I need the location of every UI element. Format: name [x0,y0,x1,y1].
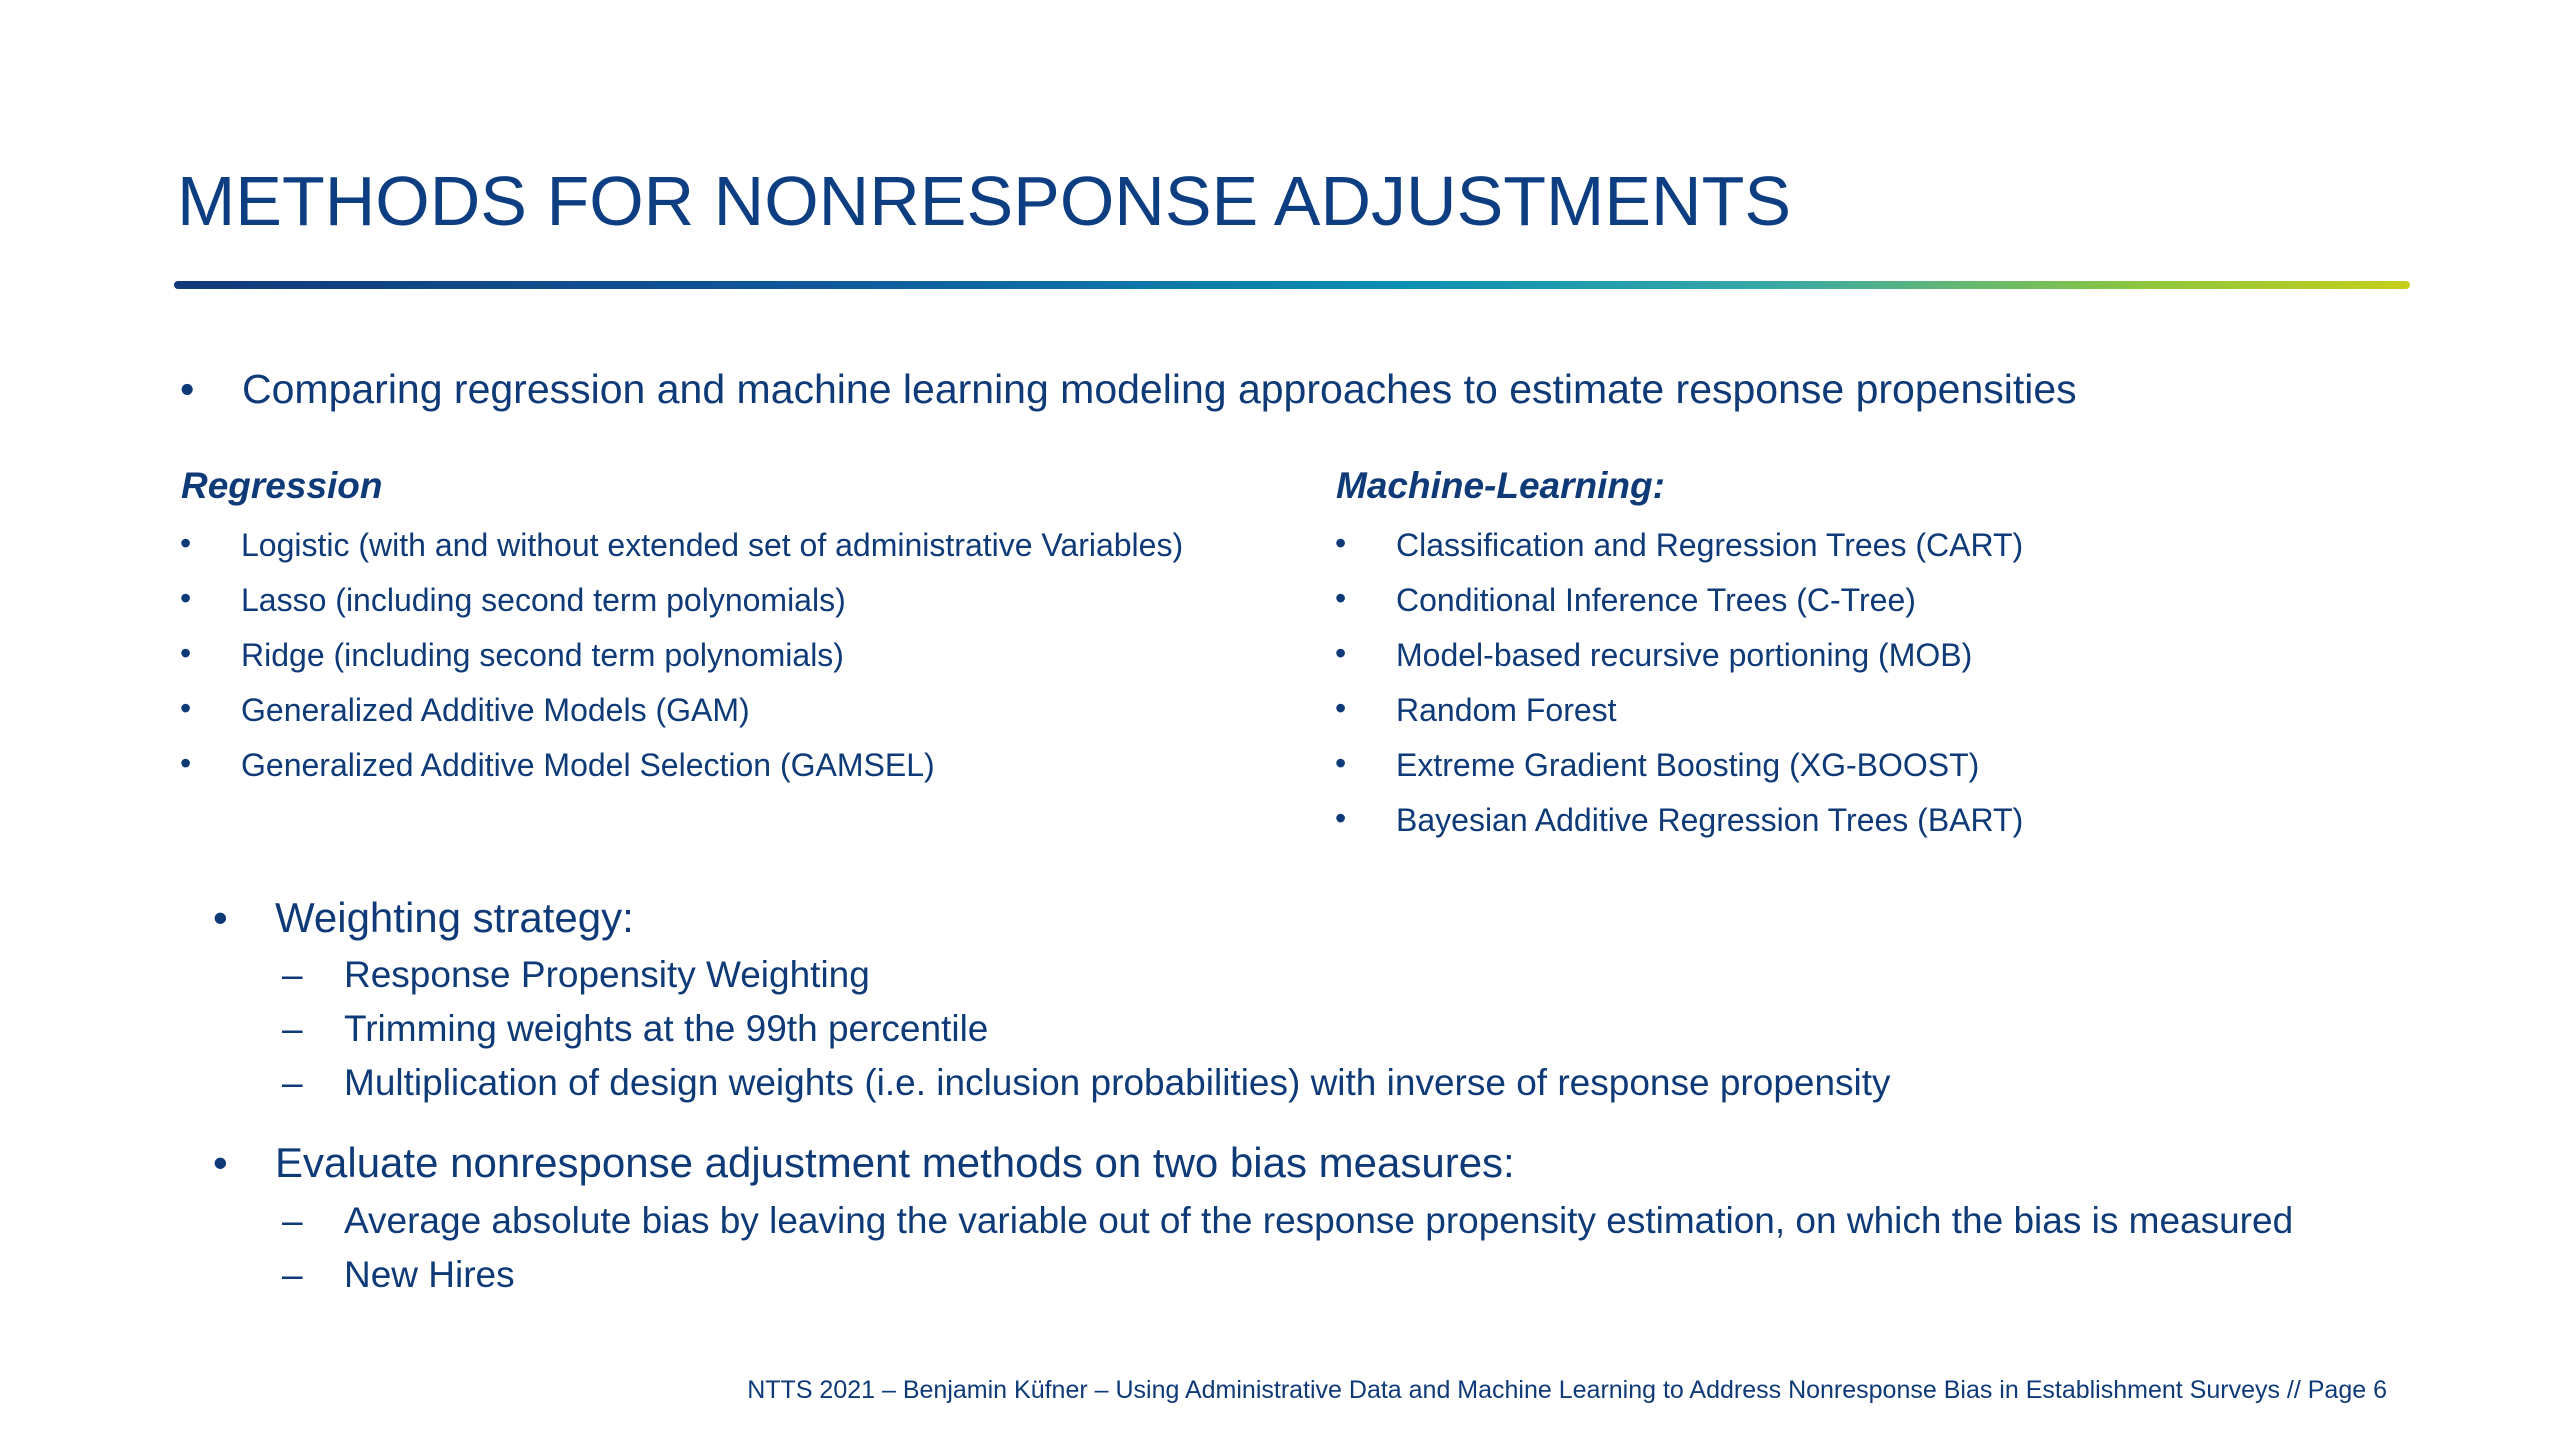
evaluation-heading: Evaluate nonresponse adjustment methods on two bias measures: [275,1139,1515,1186]
bullet-mark: • [1335,580,1347,616]
weighting-item-text: Trimming weights at the 99th percentile [344,1008,989,1049]
dash-mark: – [282,1062,303,1103]
regression-heading: Regression [181,465,383,506]
regression-item-text: Generalized Additive Models (GAM) [241,692,750,728]
weighting-item-text: Multiplication of design weights (i.e. inclusion probabilities) with inverse of response propensity [344,1062,1891,1103]
intro-bullet-text: Comparing regression and machine learning modeling approaches to estimate response propensities [242,366,2077,412]
bullet-mark: • [213,894,228,941]
slide-footer: NTTS 2021 – Benjamin Küfner – Using Administrative Data and Machine Learning to Address Nonresponse Bias in Establishment Surveys // Page 6 [747,1376,2387,1404]
dash-mark: – [282,954,303,995]
bullet-mark: • [213,1139,228,1186]
bullet-mark: • [1335,635,1347,671]
evaluation-item-text: Average absolute bias by leaving the variable out of the response propensity estimation, on which the bias is measured [344,1200,2294,1241]
bullet-mark: • [180,580,192,616]
dash-mark: – [282,1008,303,1049]
evaluation-item-text: New Hires [344,1254,515,1295]
regression-item-text: Logistic (with and without extended set of administrative Variables) [241,527,1184,563]
regression-item-text: Lasso (including second term polynomials) [241,582,846,618]
weighting-item-text: Response Propensity Weighting [344,954,870,995]
bullet-mark: • [180,635,192,671]
bullet-mark: • [1335,525,1347,561]
machine-learning-heading: Machine-Learning: [1336,465,1665,506]
bullet-mark: • [180,745,192,781]
ml-item-text: Bayesian Additive Regression Trees (BART) [1396,802,2024,838]
bullet-mark: • [1335,745,1347,781]
bullet-mark: • [1335,690,1347,726]
regression-item-text: Ridge (including second term polynomials) [241,637,844,673]
bullet-mark: • [180,525,192,561]
bullet-mark: • [180,690,192,726]
regression-item-text: Generalized Additive Model Selection (GAMSEL) [241,747,935,783]
ml-item-text: Conditional Inference Trees (C-Tree) [1396,582,1916,618]
dash-mark: – [282,1254,303,1295]
ml-item-text: Random Forest [1396,692,1617,728]
ml-item-text: Classification and Regression Trees (CART) [1396,527,2024,563]
bullet-mark: • [180,366,195,412]
ml-item-text: Model-based recursive portioning (MOB) [1396,637,1973,673]
dash-mark: – [282,1200,303,1241]
slide-title: METHODS FOR NONRESPONSE ADJUSTMENTS [177,162,1792,240]
bullet-mark: • [1335,800,1347,836]
title-divider [174,281,2410,289]
weighting-strategy-heading: Weighting strategy: [275,894,634,941]
ml-item-text: Extreme Gradient Boosting (XG-BOOST) [1396,747,1980,783]
